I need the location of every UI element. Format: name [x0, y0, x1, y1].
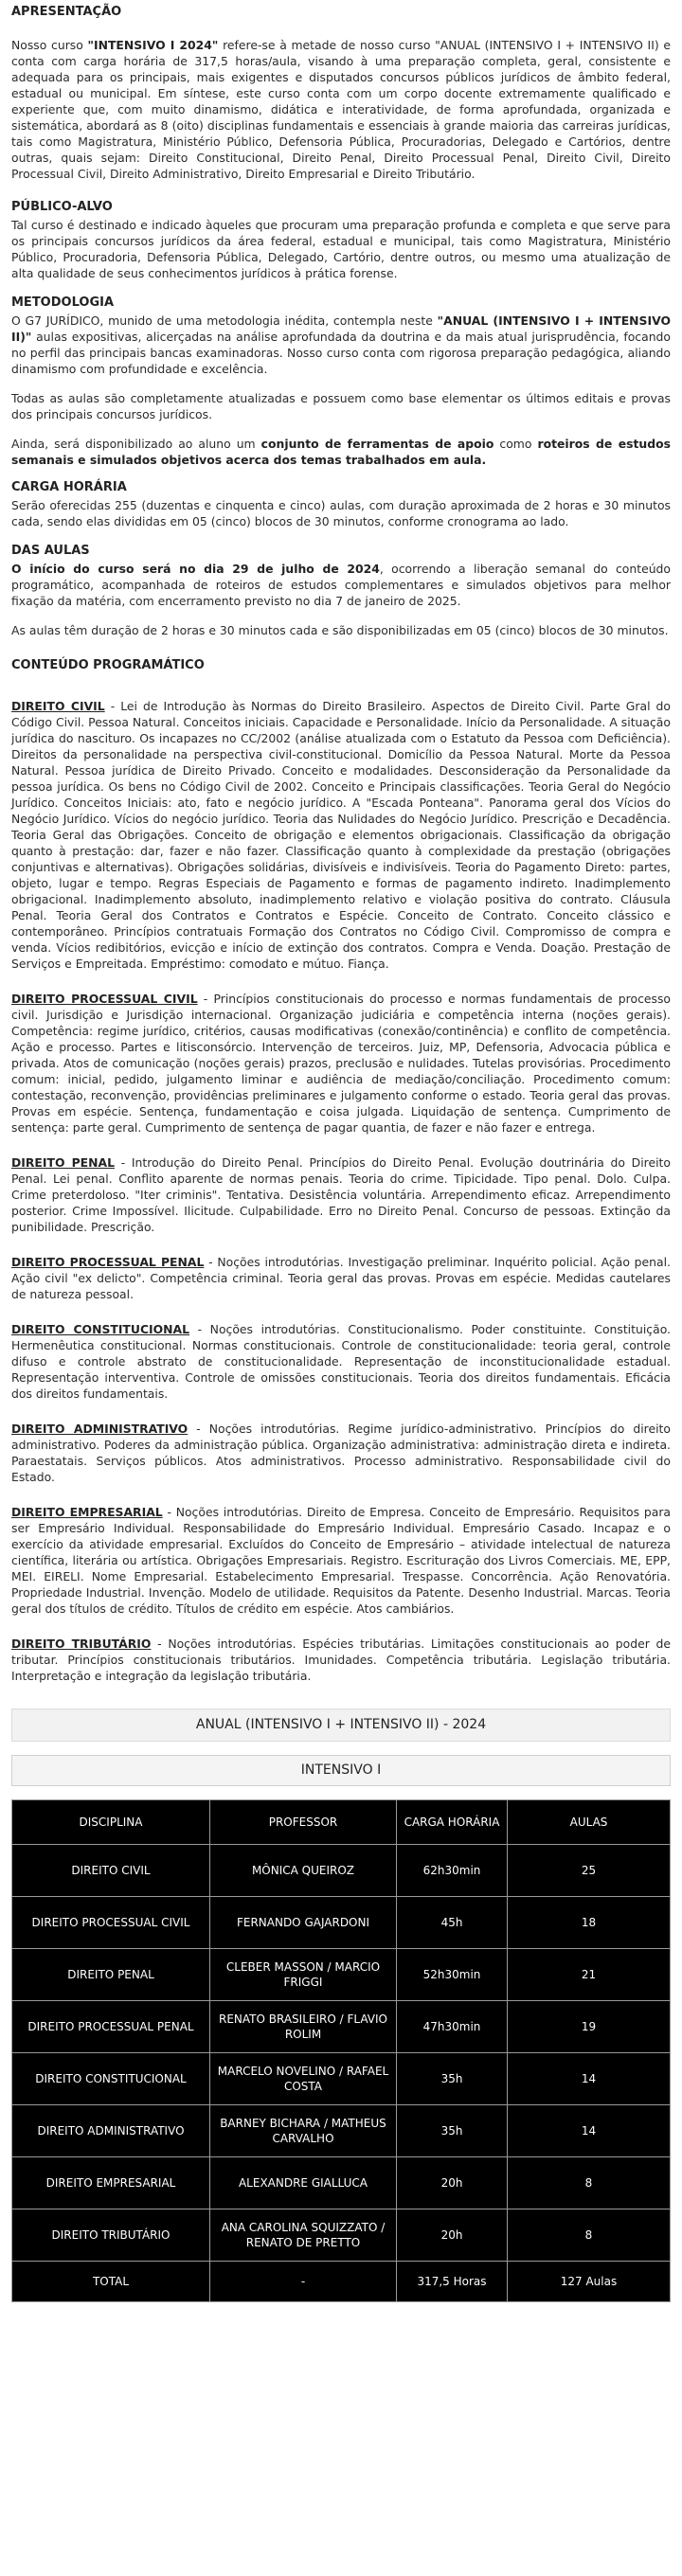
subject-paragraph: [11, 1504, 671, 1617]
cell-carga: 35h: [397, 2105, 508, 2157]
table-total-row: [12, 2262, 671, 2302]
cell-disciplina: DIREITO PROCESSUAL PENAL: [12, 2001, 210, 2053]
aulas-paragraph-1: [11, 561, 671, 609]
metodologia-paragraph-3: [11, 436, 671, 468]
aulas-paragraph-2: As aulas têm duração de 2 horas e 30 minutos cada e são disponibilizadas em 05 (cinco) blocos de 30 minutos.: [11, 623, 669, 637]
publico-paragraph: Tal curso é destinado e indicado àqueles que procuram uma preparação profunda e completa e que serve para os principais concursos jurídicos da área federal, estadual e municipal, tais como Magistratura, Ministério Público, Procuradoria, Defensoria Pública, Delegado, Cartório, dentre outros, ou mesmo uma atualização de alta qualidade de seus conhecimentos jurídicos à prática forense.: [11, 218, 671, 280]
highlight: roteiros de estudos semanais e simulados objetivos acerca dos temas trabalhados em aula.: [11, 437, 671, 467]
cell-disciplina: DIREITO ADMINISTRATIVO: [12, 2105, 210, 2157]
subject-paragraph: [11, 1636, 671, 1684]
cell-aulas: 18: [508, 1897, 671, 1949]
cell-carga: 52h30min: [397, 1949, 508, 2001]
cell-disciplina: DIREITO CIVIL: [12, 1845, 210, 1897]
cell-carga: 62h30min: [397, 1845, 508, 1897]
column-header: PROFESSOR: [210, 1800, 397, 1845]
cell-aulas: 8: [508, 2209, 671, 2262]
subject-paragraph: [11, 1421, 671, 1485]
subject-title: DIREITO PROCESSUAL CIVIL: [11, 992, 198, 1006]
cell-disciplina: DIREITO PENAL: [12, 1949, 210, 2001]
subject-title: DIREITO ADMINISTRATIVO: [11, 1422, 188, 1436]
cell-carga: 20h: [397, 2209, 508, 2262]
total-carga: 317,5 Horas: [397, 2262, 508, 2302]
subject-text: - Noções introdutórias. Espécies tributárias. Limitações constitucionais ao poder de tributar. Princípios constitucionais tributários. Imunidades. Competência tributária. Legislação tributária. Interpretação e integração da legislação tributária.: [11, 1637, 671, 1683]
text-run: O G7 JURÍDICO, munido de uma metodologia inédita, contempla neste: [11, 313, 438, 328]
cell-professor: BARNEY BICHARA / MATHEUS CARVALHO: [210, 2105, 397, 2157]
start-date: O início do curso será no dia 29 de julho de 2024: [11, 562, 380, 576]
table-row: [12, 2105, 671, 2157]
cell-disciplina: DIREITO TRIBUTÁRIO: [12, 2209, 210, 2262]
grade-heading: ANUAL (INTENSIVO I + INTENSIVO II) - 2024: [11, 1708, 671, 1742]
cell-carga: 35h: [397, 2053, 508, 2105]
text-run: Nosso curso: [11, 38, 88, 52]
cell-aulas: 19: [508, 2001, 671, 2053]
cell-carga: 45h: [397, 1897, 508, 1949]
apresentacao-paragraph: [11, 37, 671, 182]
text-run: , ocorrendo a liberação semanal do conteúdo programático, acompanhada de roteiros de estudos complementares e simulados objetivos para melhor fixação da matéria, com encerramento previsto no dia 7 de janeiro de 2025.: [11, 562, 671, 608]
text-run: Ainda, será disponibilizado ao aluno um: [11, 437, 261, 451]
cell-professor: ANA CAROLINA SQUIZZATO / RENATO DE PRETTO: [210, 2209, 397, 2262]
text-run: refere-se à metade de nosso curso "ANUAL (INTENSIVO I + INTENSIVO II) e conta com carga horária de 317,5 horas/aula, visando à uma preparação completa, geral, consistente e adequada para os principais, mais exigentes e disputados concursos públicos jurídicos de âmbito federal, estadual ou municipal. Em síntese, este curso conta com um corpo docente extremamente qualificado e experiente que, com muito dinamismo, didática e interatividade, de forma aprofundada, organizada e sistemática, abordará as 8 (oito) disciplinas fundamentais e essenciais à grande maioria das carreiras jurídicas, tais como Magistratura, Ministério Público, Defensoria Pública, Procuradorias, Delegado e Cartórios, dentre outras, quais sejam: Direito Constitucional, Direito Penal, Direito Processual Penal, Direito Civil, Direito Processual Civil, Direito Administrativo, Direito Empresarial e Direito Tributário.: [11, 38, 672, 181]
cell-aulas: 14: [508, 2053, 671, 2105]
table-row: [12, 2053, 671, 2105]
table-header-row: [12, 1800, 671, 1845]
subject-paragraph: [11, 991, 671, 1136]
cell-disciplina: DIREITO CONSTITUCIONAL: [12, 2053, 210, 2105]
apresentacao-section: [11, 4, 671, 182]
column-header: AULAS: [508, 1800, 671, 1845]
subject-text: - Lei de Introdução às Normas do Direito Brasileiro. Aspectos de Direito Civil. Parte Gral do Código Civil. Pessoa Natural. Conceitos iniciais. Capacidade e Personalidade. Início da Personalidade. A situação jurídica do nascituro. Os incapazes no CC/2002 (análise atualizada com o Estatuto da Pessoa com Deficiência). Direitos da personalidade na perspectiva civil-constitucional. Domicílio da Pessoa Natural. Morte da Pessoa Natural. Pessoa jurídica de Direito Privado. Conceito e modalidades. Desconsideração da Personalidade da pessoa jurídica. Os bens no Código Civil de 2002. Conceito e Principais classificações. Teoria Geral do Negócio Jurídico. Conceitos Iniciais: ato, fato e negócio jurídico. A "Escada Ponteana". Panorama geral dos Vícios do Negócio Jurídico. Vícios do negócio jurídico. Teoria das Nulidades do Negócio Jurídico. Prescrição e Decadência. Teoria Geral das Obrigações. Conceito de obrigação e elementos obrigacionais. Classificação da obrigação quanto à prestação: dar, fazer e não fazer. Classificação quanto à complexidade da prestação (obrigações conjuntivas e alternativas). Obrigações solidárias, divisíveis e indivisíveis. Teoria do Pagamento Direto: partes, objeto, lugar e tempo. Regras Especiais de Pagamento e formas de pagamento indireto. Inadimplemento obrigacional. Inadimplemento absoluto, inadimplemento relativo e violação positiva do contrato. Cláusula Penal. Teoria Geral dos Contratos e Contratos e Espécie. Conceito de Contrato. Conceito clássico e contemporâneo. Princípios contratuais Formação dos Contratos no Código Civil. Compromisso de compra e venda. Vícios redibitórios, evicção e início de extinção dos contratos. Compra e Venda. Doação. Prestação de Serviços e Empreitada. Empréstimo: comodato e mútuo. Fiança.: [11, 699, 671, 971]
cell-professor: FERNANDO GAJARDONI: [210, 1897, 397, 1949]
subject-text: - Princípios constitucionais do processo e normas fundamentais de processo civil. Jurisdição e Jurisdição internacional. Organização judiciária e competência interna (noções gerais). Competência: regime jurídico, critérios, causas modificativas (conexão/continência) e conflito de competência. Ação e processo. Partes e litisconsórcio. Intervenção de terceiros. Juiz, MP, Defensoria, Advocacia pública e privada. Atos de comunicação (noções gerais) prazos, preclusão e nulidades. Tutelas provisórias. Procedimento comum: inicial, pedido, julgamento liminar e audiência de mediação/conciliação. Procedimento comum: contestação, reconvenção, providências preliminares e julgamento conforme o estado. Teoria geral das provas. Provas em espécie. Sentença, fundamentação e coisa julgada. Liquidação de sentença. Cumprimento de sentença: parte geral. Cumprimento de sentença de pagar quantia, de fazer e não fazer e entrega.: [11, 992, 671, 1135]
cell-professor: CLEBER MASSON / MARCIO FRIGGI: [210, 1949, 397, 2001]
cell-aulas: 8: [508, 2157, 671, 2209]
conteudo-title: CONTEÚDO PROGRAMÁTICO: [11, 658, 205, 672]
subject-title: DIREITO PROCESSUAL PENAL: [11, 1255, 205, 1269]
text-run: aulas expositivas, alicerçadas na análise aprofundada da doutrina e da mais atual jurisprudência, focando no perfil das principais bancas examinadoras. Nosso curso conta com rigorosa preparação pedagógica, aliando dinamismo com profundidade e excelência.: [11, 330, 671, 376]
subject-paragraph: [11, 698, 671, 972]
total-aulas: 127 Aulas: [508, 2262, 671, 2302]
publico-title: PÚBLICO-ALVO: [11, 200, 113, 214]
subject-paragraph: [11, 1154, 671, 1235]
subject-title: DIREITO TRIBUTÁRIO: [11, 1637, 152, 1651]
course-name: "INTENSIVO I 2024": [87, 38, 219, 52]
grade-section: [11, 1708, 671, 2302]
table-row: [12, 2157, 671, 2209]
cell-aulas: 14: [508, 2105, 671, 2157]
cell-carga: 47h30min: [397, 2001, 508, 2053]
grade-table: [11, 1799, 671, 2302]
conteudo-section: [11, 657, 671, 1684]
metodologia-section: [11, 295, 671, 468]
cell-disciplina: DIREITO EMPRESARIAL: [12, 2157, 210, 2209]
metodologia-title: METODOLOGIA: [11, 295, 115, 310]
aulas-section: [11, 543, 671, 638]
subject-title: DIREITO CIVIL: [11, 699, 105, 713]
highlight: conjunto de ferramentas de apoio: [260, 437, 494, 451]
cell-disciplina: DIREITO PROCESSUAL CIVIL: [12, 1897, 210, 1949]
grade-subheading: INTENSIVO I: [11, 1755, 671, 1786]
aulas-title: DAS AULAS: [11, 544, 90, 558]
cell-aulas: 21: [508, 1949, 671, 2001]
cell-professor: RENATO BRASILEIRO / FLAVIO ROLIM: [210, 2001, 397, 2053]
subject-title: DIREITO CONSTITUCIONAL: [11, 1322, 190, 1336]
table-row: [12, 1845, 671, 1897]
subject-title: DIREITO EMPRESARIAL: [11, 1505, 163, 1519]
carga-paragraph: Serão oferecidas 255 (duzentas e cinquenta e cinco) aulas, com duração aproximada de 2 horas e 30 minutos cada, sendo elas divididas em 05 (cinco) blocos de 30 minutos, conforme cronograma ao lado.: [11, 498, 671, 528]
subject-text: - Noções introdutórias. Investigação preliminar. Inquérito policial. Ação penal. Ação civil "ex delicto". Competência criminal. Teoria geral das provas. Provas em espécie. Medidas cautelares de natureza pessoal.: [11, 1255, 671, 1301]
subject-paragraph: [11, 1254, 671, 1302]
subject-text: - Introdução do Direito Penal. Princípios do Direito Penal. Evolução doutrinária do Direito Penal. Lei penal. Conflito aparente de normas penais. Teoria do crime. Tipicidade. Tipo penal. Dolo. Culpa. Crime preterdoloso. "Iter criminis". Tentativa. Desistência voluntária. Arrependimento eficaz. Arrependimento posterior. Crime Impossível. Ilicitude. Culpabilidade. Erro no Direito Penal. Concurso de pessoas. Extinção da punibilidade. Prescrição.: [11, 1155, 671, 1234]
subject-text: - Noções introdutórias. Regime jurídico-administrativo. Princípios do direito administrativo. Poderes da administração pública. Organização administrativa: administração direta e indireta. Paraestatais. Serviços públicos. Atos administrativos. Processo administrativo. Responsabilidade civil do Estado.: [11, 1422, 671, 1484]
table-row: [12, 2001, 671, 2053]
metodologia-paragraph-2: Todas as aulas são completamente atualizadas e possuem como base elementar os últimos editais e provas dos principais concursos jurídicos.: [11, 391, 671, 421]
subject-paragraph: [11, 1321, 671, 1402]
publico-section: [11, 199, 671, 281]
text-run: como: [494, 437, 538, 451]
cell-carga: 20h: [397, 2157, 508, 2209]
cell-professor: ALEXANDRE GIALLUCA: [210, 2157, 397, 2209]
cell-professor: MARCELO NOVELINO / RAFAEL COSTA: [210, 2053, 397, 2105]
cell-professor: MÔNICA QUEIROZ: [210, 1845, 397, 1897]
subject-title: DIREITO PENAL: [11, 1155, 115, 1170]
carga-section: [11, 479, 671, 529]
total-label: TOTAL: [12, 2262, 210, 2302]
course-name: "ANUAL (INTENSIVO I + INTENSIVO II)": [11, 313, 671, 344]
column-header: DISCIPLINA: [12, 1800, 210, 1845]
carga-title: CARGA HORÁRIA: [11, 480, 127, 494]
metodologia-paragraph-1: [11, 313, 671, 377]
subject-text: - Noções introdutórias. Direito de Empresa. Conceito de Empresário. Requisitos para ser Empresário Individual. Responsabilidade do Empresário Individual. Empresário Casado. Incapaz e o exercício da atividade empresarial. Excluídos do Conceito de Empresário – atividade intelectual de natureza científica, literária ou artística. Obrigações Empresariais. Registro. Escrituração dos Livros Comerciais. ME, EPP, MEI. EIRELI. Nome Empresarial. Estabelecimento Empresarial. Trespasse. Concorrência. Ação Renovatória. Propriedade Industrial. Invenção. Modelo de utilidade. Requisitos da Patente. Desenho Industrial. Marcas. Teoria geral dos títulos de crédito. Títulos de crédito em espécie. Atos cambiários.: [11, 1505, 672, 1616]
table-row: [12, 1897, 671, 1949]
cell-aulas: 25: [508, 1845, 671, 1897]
table-row: [12, 2209, 671, 2262]
column-header: CARGA HORÁRIA: [397, 1800, 508, 1845]
subject-text: - Noções introdutórias. Constitucionalismo. Poder constituinte. Constituição. Hermenêutica constitucional. Normas constitucionais. Controle de constitucionalidade: teoria geral, controle difuso e controle abstrato de constitucionalidade. Representação de inconstitucionalidade estadual. Representação interventiva. Controle de omissões constitucionais. Teoria dos direitos fundamentais. Eficácia dos direitos fundamentais.: [11, 1322, 671, 1401]
table-row: [12, 1949, 671, 2001]
total-professor: -: [210, 2262, 397, 2302]
apresentacao-title: APRESENTAÇÃO: [11, 5, 122, 19]
